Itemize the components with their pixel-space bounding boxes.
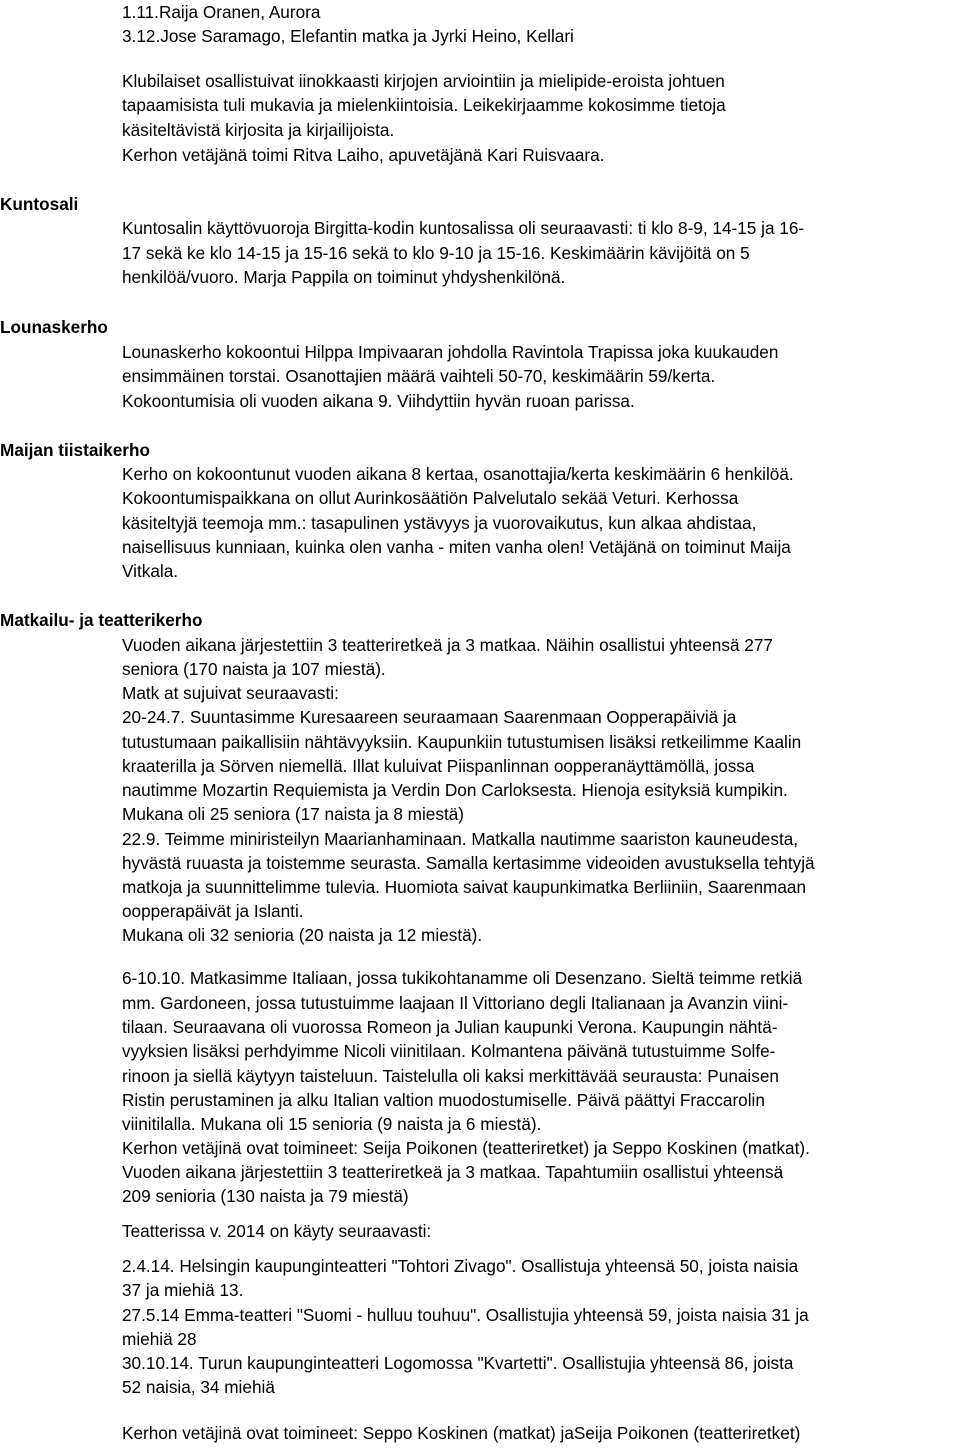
paragraph-line: 2.4.14. Helsingin kaupunginteatteri "Tohtori Zivago". Osallistuja yhteensä 50, joista naisia [122, 1256, 799, 1276]
paragraph-line: viinitilalla. Mukana oli 15 senioria (9 naista ja 6 miestä). [122, 1114, 542, 1134]
paragraph-line: rinoon ja siellä käytyyn taisteluun. Taistelulla oli kaksi merkittävää seurausta: Punaisen [122, 1066, 779, 1086]
paragraph-line: Kerhon vetäjinä ovat toimineet: Seija Poikonen (teatteriretket) ja Seppo Koskinen (matkat). [122, 1138, 810, 1158]
paragraph-line: Kerho on kokoontunut vuoden aikana 8 kertaa, osanottajia/kerta keskimäärin 6 henkilöä. [122, 464, 794, 484]
paragraph-line: ensimmäinen torstai. Osanottajien määrä vaihteli 50-70, keskimäärin 59/kerta. [122, 366, 716, 386]
paragraph-line: 6-10.10. Matkasimme Italiaan, jossa tukikohtanamme oli Desenzano. Sieltä teimme retkiä [122, 968, 803, 988]
paragraph-line: 30.10.14. Turun kaupunginteatteri Logomossa "Kvartetti". Osallistujia yhteensä 86, joista [122, 1353, 794, 1373]
paragraph-line: Kerhon vetäjinä ovat toimineet: Seppo Koskinen (matkat) jaSeija Poikonen (teatteriretket) [122, 1423, 801, 1443]
paragraph-line: Mukana oli 32 senioria (20 naista ja 12 miestä). [122, 925, 483, 945]
intro-line: Klubilaiset osallistuivat iinokkaasti kirjojen arviointiin ja mielipide-eroista johtuen [122, 71, 725, 91]
paragraph-line: hyvästä ruuasta ja toistemme seurasta. Samalla kertasimme videoiden avustuksella tehtyjä [122, 853, 815, 873]
section-heading-matkailu-ja-teatterikerho: Matkailu- ja teatterikerho [0, 610, 203, 630]
intro-line: 3.12.Jose Saramago, Elefantin matka ja Jyrki Heino, Kellari [122, 26, 574, 46]
section-heading-kuntosali: Kuntosali [0, 194, 79, 214]
paragraph-line: kraaterilla ja Sörven niemellä. Illat kuluivat Piispanlinnan oopperanäyttämöllä, jossa [122, 756, 755, 776]
paragraph-line: oopperapäivät ja Islanti. [122, 901, 304, 921]
paragraph-line: 20-24.7. Suuntasimme Kuresaareen seuraamaan Saarenmaan Oopperapäiviä ja [122, 707, 737, 727]
paragraph-line: 17 sekä ke klo 14-15 ja 15-16 sekä to klo 9-10 ja 15-16. Keskimäärin kävijöitä on 5 [122, 243, 750, 263]
intro-line: 1.11.Raija Oranen, Aurora [122, 2, 321, 22]
paragraph-line: tutustumaan paikallisiin nähtävyyksiin. Kaupunkiin tutustumisen lisäksi retkeilimme Kaalin [122, 732, 802, 752]
paragraph-line: käsiteltyjä teemoja mm.: tasapulinen ystävyys ja vuorovaikutus, kun alkaa ahdistaa, [122, 513, 757, 533]
paragraph-line: henkilöä/vuoro. Marja Pappila on toiminut yhdyshenkilönä. [122, 267, 566, 287]
paragraph-line: nautimme Mozartin Requiemista ja Verdin Don Carloksesta. Hienoja esityksiä kumpikin. [122, 780, 788, 800]
paragraph-line: vyyksien lisäksi perhdyimme Nicoli viinitilaan. Kolmantena päivänä tutustuimme Solfe- [122, 1041, 776, 1061]
section-heading-maijan-tiistaikerho: Maijan tiistaikerho [0, 440, 150, 460]
paragraph-line: tilaan. Seuraavana oli vuorossa Romeon ja Julian kaupunki Verona. Kaupungin nähtä- [122, 1017, 778, 1037]
paragraph-line: Ristin perustaminen ja alku Italian valtion muodostumiselle. Päivä päättyi Fraccarolin [122, 1090, 765, 1110]
paragraph-line: 37 ja miehiä 13. [122, 1280, 244, 1300]
paragraph-line: Matk at sujuivat seuraavasti: [122, 683, 339, 703]
paragraph-line: Kokoontumispaikkana on ollut Aurinkosäätiön Palvelutalo sekää Veturi. Kerhossa [122, 488, 739, 508]
section-heading-lounaskerho: Lounaskerho [0, 317, 108, 337]
paragraph-line: Kuntosalin käyttövuoroja Birgitta-kodin kuntosalissa oli seuraavasti: ti klo 8-9, 14-15 ja 16- [122, 218, 805, 238]
paragraph-line: Mukana oli 25 seniora (17 naista ja 8 miestä) [122, 804, 465, 824]
paragraph-line: miehiä 28 [122, 1329, 197, 1349]
paragraph-line: Vitkala. [122, 561, 179, 581]
paragraph-line: naisellisuus kunniaan, kuinka olen vanha - miten vanha olen! Vetäjänä on toiminut Maija [122, 537, 791, 557]
paragraph-line: 209 senioria (130 naista ja 79 miestä) [122, 1186, 409, 1206]
paragraph-line: Lounaskerho kokoontui Hilppa Impivaaran johdolla Ravintola Trapissa joka kuukauden [122, 342, 779, 362]
intro-line: Kerhon vetäjänä toimi Ritva Laiho, apuvetäjänä Kari Ruisvaara. [122, 145, 605, 165]
paragraph-line: 22.9. Teimme miniristeilyn Maarianhaminaan. Matkalla nautimme saariston kauneudesta, [122, 829, 799, 849]
intro-line: käsiteltävistä kirjosita ja kirjailijoista. [122, 120, 395, 140]
paragraph-line: Vuoden aikana järjestettiin 3 teatteriretkeä ja 3 matkaa. Näihin osallistui yhteensä 277 [122, 635, 773, 655]
intro-line: tapaamisista tuli mukavia ja mielenkiintoisia. Leikekirjaamme kokosimme tietoja [122, 95, 726, 115]
paragraph-line: Teatterissa v. 2014 on käyty seuraavasti: [122, 1221, 432, 1241]
paragraph-line: 52 naisia, 34 miehiä [122, 1377, 275, 1397]
paragraph-line: Vuoden aikana järjestettiin 3 teatteriretkeä ja 3 matkaa. Tapahtumiin osallistui yhteensä [122, 1162, 784, 1182]
paragraph-line: matkoja ja suunnittelimme tulevia. Huomiota saivat kaupunkimatka Berliiniin, Saarenmaan [122, 877, 807, 897]
paragraph-line: Kokoontumisia oli vuoden aikana 9. Viihdyttiin hyvän ruoan parissa. [122, 391, 635, 411]
paragraph-line: seniora (170 naista ja 107 miestä). [122, 659, 386, 679]
paragraph-line: 27.5.14 Emma-teatteri "Suomi - hulluu touhuu". Osallistujia yhteensä 59, joista naisia 31 ja [122, 1305, 809, 1325]
paragraph-line: mm. Gardoneen, jossa tutustuimme laajaan Il Vittoriano degli Italianaan ja Avanzin viini- [122, 993, 789, 1013]
